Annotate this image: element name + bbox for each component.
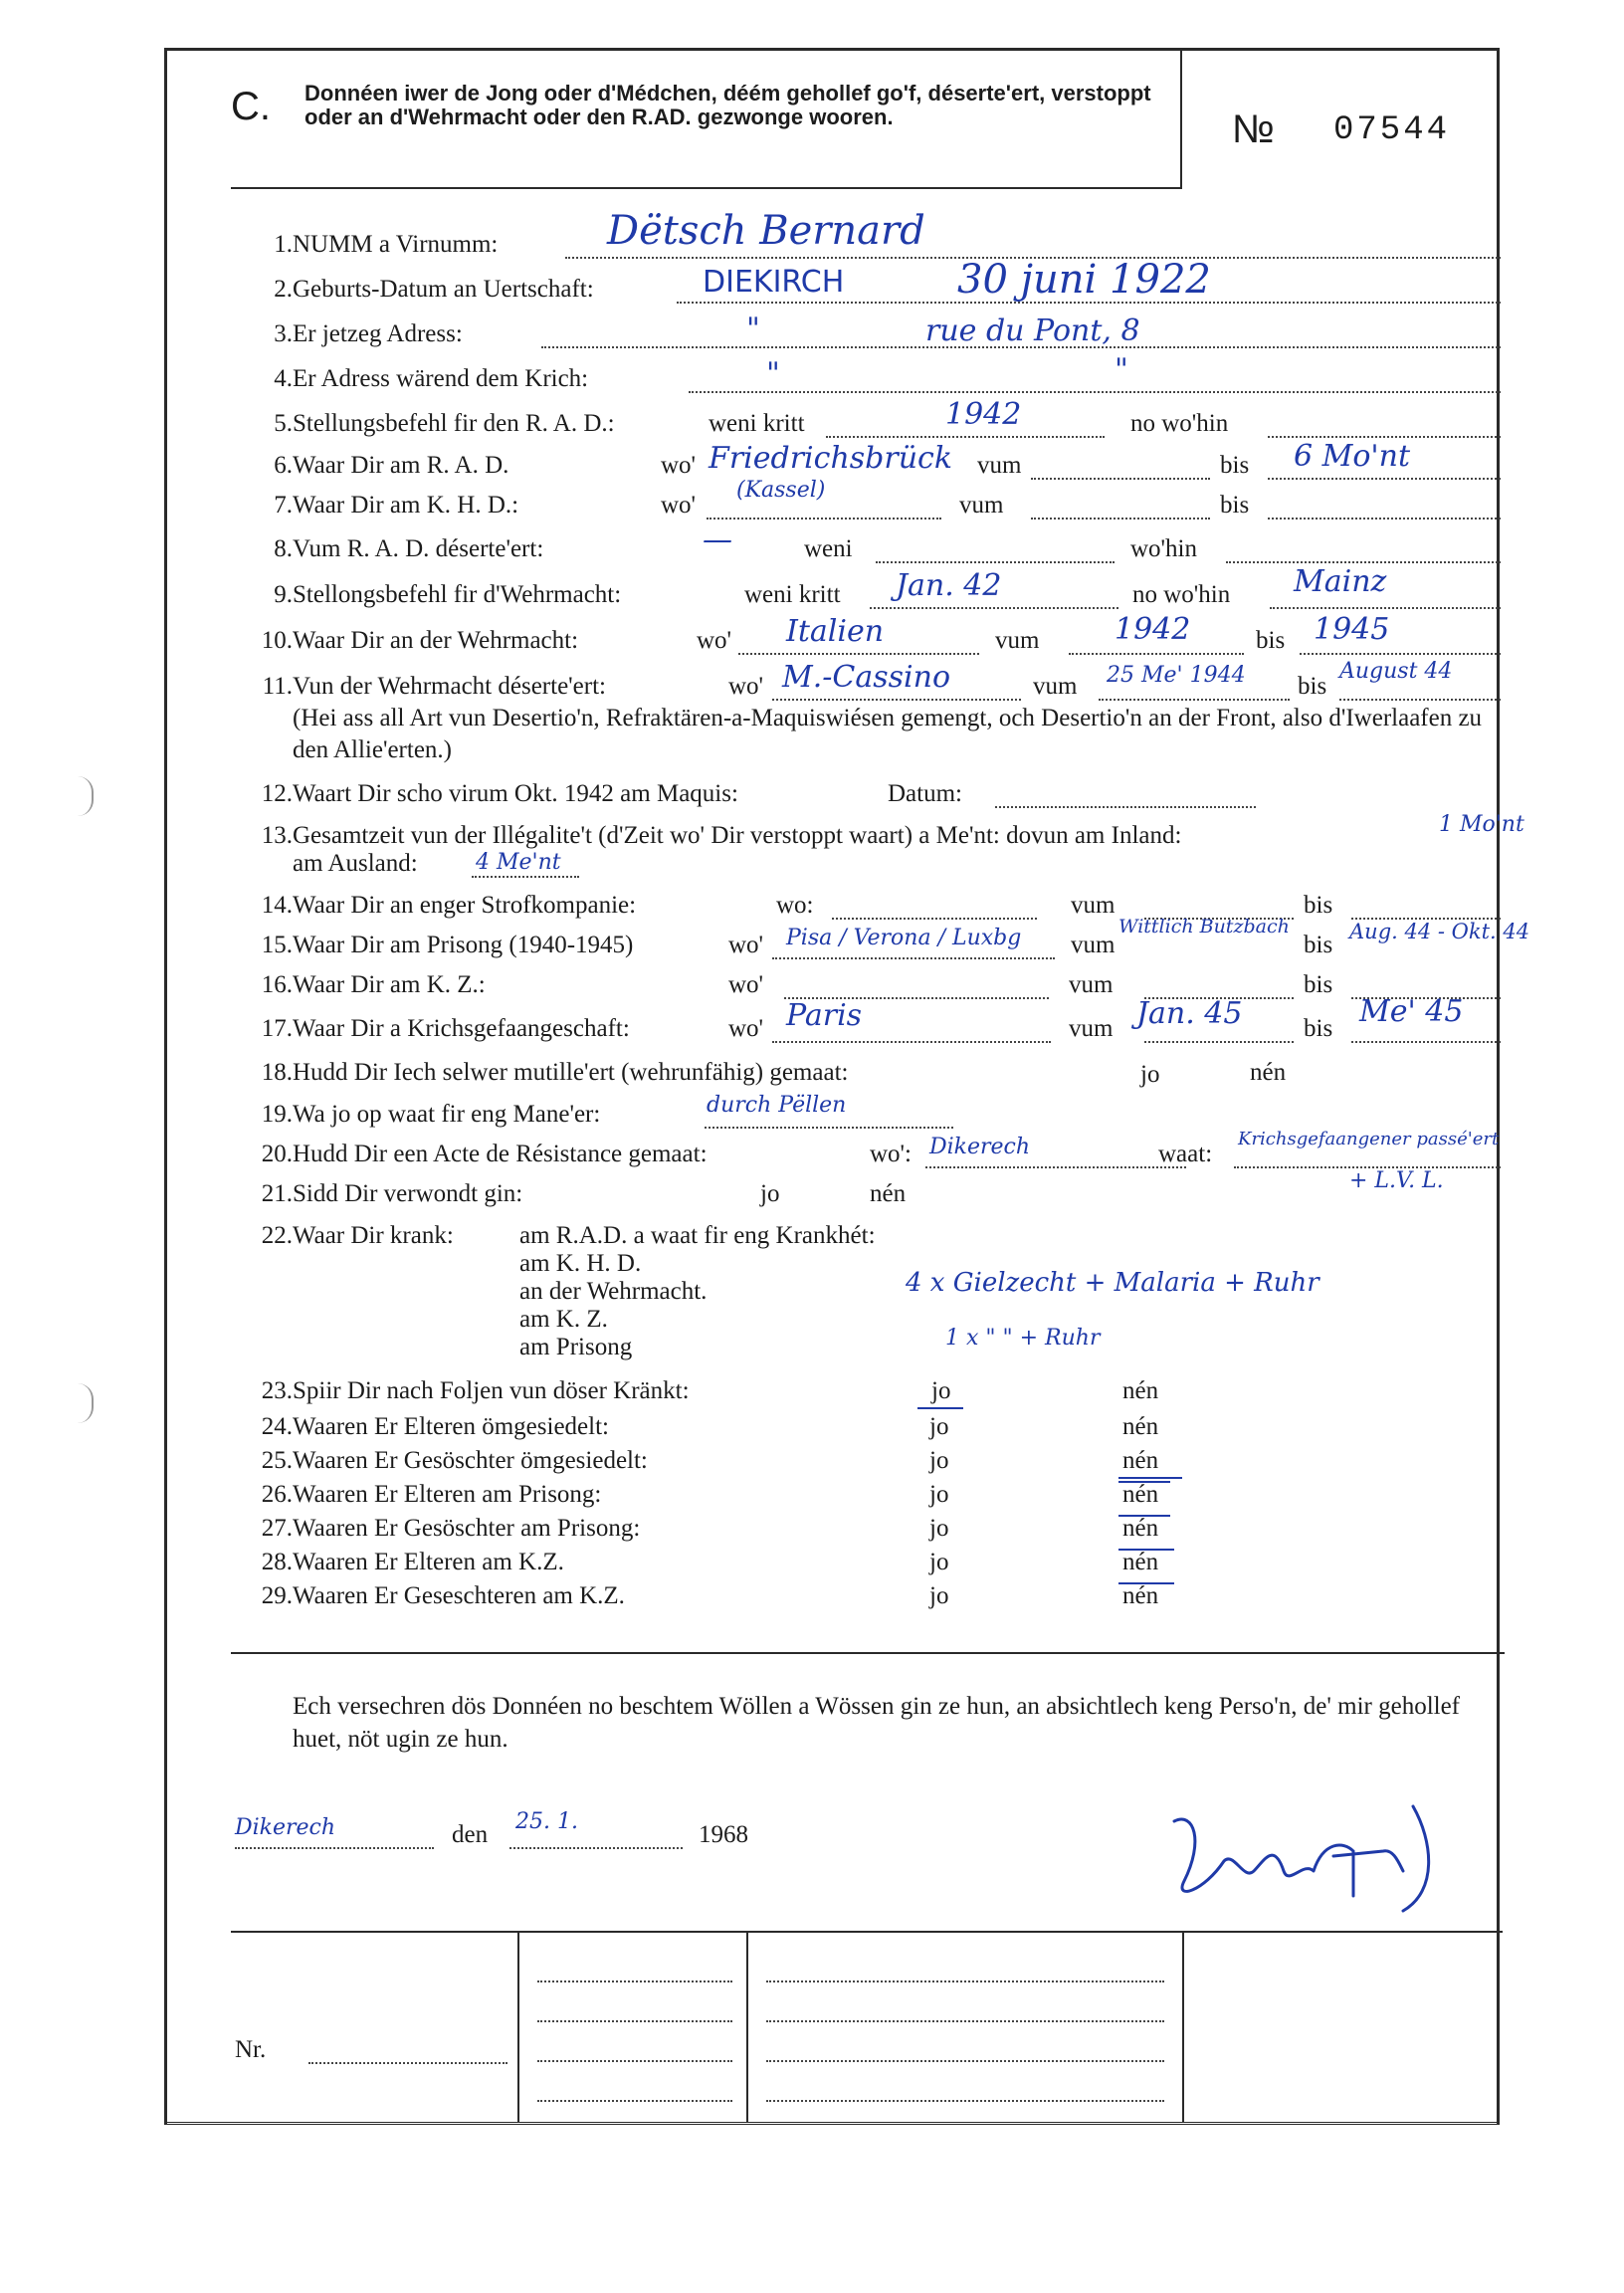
item-21: 21. Sidd Dir verwondt gin: jo nén — [261, 1180, 907, 1207]
dotted-line — [537, 1980, 732, 1982]
item-label: Hudd Dir Iech selwer mutille'ert (wehrunfähig) gemaat: — [293, 1059, 849, 1086]
item-22-prisong: am Prisong 1 x " " + Ruhr — [519, 1326, 1101, 1360]
ausland-duration-value[interactable]: 4 Me'nt — [476, 850, 561, 875]
illness-wehrmacht-value[interactable]: 4 x Gielzecht + Malaria + Ruhr — [906, 1268, 1320, 1298]
dotted-line — [537, 2060, 732, 2062]
no-option[interactable]: nén — [1250, 1059, 1287, 1086]
dotted-line — [537, 2020, 732, 2022]
dotted-line — [766, 2020, 1164, 2022]
item-label: Vun der Wehrmacht déserte'ert: — [293, 673, 606, 700]
dotted-line — [1300, 653, 1501, 655]
item-24: 24. Waaren Er Elteren ömgesiedelt: jo nén — [261, 1413, 1159, 1440]
rad-desertion-value[interactable]: — — [703, 522, 732, 557]
dotted-line — [826, 436, 1105, 438]
item-26: 26. Waaren Er Elteren am Prisong: jo nén — [0, 1481, 1624, 1521]
nr-label: Nr. — [235, 2036, 267, 2063]
captivity-place-value[interactable]: Paris — [786, 998, 863, 1033]
dotted-line — [772, 957, 1055, 959]
dotted-line — [308, 2062, 508, 2064]
no-option[interactable]: nén — [1122, 1377, 1159, 1404]
no-option[interactable]: nén — [1122, 1549, 1159, 1575]
desertion-until-value[interactable]: August 44 — [1339, 659, 1453, 684]
selected-mark — [1118, 1582, 1174, 1584]
dotted-line — [1069, 653, 1244, 655]
dotted-line — [766, 1980, 1164, 1982]
form-title: Donnéen iwer de Jong oder d'Médchen, déém gehollef go'f, déserte'ert, verstoppt oder an d'Wehrmacht oder den R.AD. gezwonge wooren. — [304, 81, 1151, 129]
no-option[interactable]: nén — [1122, 1413, 1159, 1440]
item-label: Waaren Er Elteren am K.Z. — [293, 1549, 564, 1575]
item-label: Waart Dir scho virum Okt. 1942 am Maquis: — [293, 780, 738, 807]
no-option[interactable]: nén — [1122, 1515, 1159, 1542]
dotted-line — [772, 1041, 1051, 1043]
rad-order-date-value[interactable]: 1942 — [945, 397, 1022, 432]
dotted-line — [766, 2100, 1164, 2102]
item-label: Waar Dir an enger Strofkompanie: — [293, 892, 637, 919]
item-label: Waaren Er Gesöschter ömgesiedelt: — [293, 1447, 648, 1474]
yes-option[interactable]: jo — [931, 1377, 951, 1404]
selected-mark — [1118, 1515, 1170, 1517]
item-label: Stellungsbefehl fir den R. A. D.: — [293, 410, 615, 437]
no-option[interactable]: nén — [1122, 1447, 1159, 1474]
item-25: 25. Waaren Er Gesöschter ömgesiedelt: jo nén — [0, 1447, 1624, 1487]
dotted-line — [707, 518, 941, 520]
item-11: 11. Vun der Wehrmacht déserte'ert: wo' M.-Cassino vum 25 Me' 1944 bis August 44 — [0, 673, 1624, 713]
footer-nr — [0, 2036, 1624, 2076]
form-frame-bottom — [164, 2122, 1500, 2129]
item-20: 20. Hudd Dir een Acte de Résistance gemaat: wo': Dikerech waat: Krichsgefaangener passé'ert + L.V. L. — [261, 1129, 1500, 1193]
wehrmacht-destination-value[interactable]: Mainz — [1294, 564, 1387, 599]
desertion-place-value[interactable]: M.-Cassino — [782, 660, 950, 695]
item-label: Spiir Dir nach Foljen vun döser Kränkt: — [293, 1377, 690, 1404]
item-9: 9. Stellongsbefehl fir d'Wehrmacht: weni kritt Jan. 42 no wo'hin Mainz — [0, 581, 1624, 621]
item-4: 4. Er Adress wärend dem Krich: " " — [0, 365, 1624, 405]
footer-divider — [1182, 1931, 1184, 2122]
dotted-line — [876, 561, 1115, 563]
dotted-line — [925, 1166, 1186, 1168]
form-number: 07544 — [1333, 111, 1451, 149]
item-19: 19. Wa jo op waat fir eng Mane'er: durch Pëllen — [0, 1101, 1624, 1141]
item-label: Waaren Er Gesöschter am Prisong: — [293, 1515, 641, 1542]
dotted-line — [1339, 699, 1501, 701]
item-label: Er Adress wärend dem Krich: — [293, 365, 589, 392]
item-label: Waaren Er Elteren ömgesiedelt: — [293, 1413, 609, 1440]
header-divider — [1180, 50, 1182, 189]
item-18: 18. Hudd Dir Iech selwer mutille'ert (wehrunfähig) gemaat: jo nén — [261, 1059, 1287, 1088]
dotted-line — [235, 1847, 434, 1849]
item-label: Vum R. A. D. déserte'ert: — [293, 535, 544, 562]
address-value[interactable]: rue du Pont, 8 — [925, 313, 1140, 348]
dotted-line — [870, 607, 1118, 609]
item-label: Waar Dir krank: — [293, 1222, 454, 1249]
desertion-from-value[interactable]: 25 Me' 1944 — [1107, 663, 1246, 688]
address-value[interactable]: " — [746, 312, 760, 346]
number-sign: № — [1232, 107, 1275, 151]
war-address-value[interactable]: " — [1115, 352, 1128, 387]
footer-rule — [231, 1931, 1503, 1933]
prison-until-value[interactable]: Aug. 44 - Okt. 44 — [1349, 920, 1530, 943]
captivity-until-value[interactable]: Me' 45 — [1359, 994, 1464, 1029]
item-label: Waar Dir an der Wehrmacht: — [293, 627, 579, 654]
item-label: Waaren Er Geseschteren am K.Z. — [293, 1582, 625, 1609]
yes-option[interactable]: jo — [1140, 1061, 1160, 1088]
place-value[interactable]: Dikerech — [235, 1815, 336, 1840]
birth-place-value[interactable]: DIEKIRCH — [703, 265, 845, 300]
item-1: 1. NUMM a Virnumm: Dëtsch Bernard — [0, 231, 1624, 271]
yes-option[interactable]: jo — [929, 1481, 949, 1508]
item-3: 3. Er jetzeg Adress: " rue du Pont, 8 — [0, 320, 1624, 360]
illness-prison-value[interactable]: 1 x " " + Ruhr — [945, 1326, 1101, 1351]
selected-mark — [1118, 1477, 1182, 1479]
no-option[interactable]: nén — [1122, 1582, 1159, 1609]
yes-option[interactable]: jo — [929, 1549, 949, 1575]
year-value: 1968 — [699, 1821, 748, 1848]
resistance-act-value-2[interactable]: + L.V. L. — [1349, 1168, 1444, 1193]
item-label: Wa jo op waat fir eng Mane'er: — [293, 1101, 601, 1128]
item-16: 16. Waar Dir am K. Z.: wo' vum bis — [0, 971, 1624, 1011]
prison-from-value[interactable]: Wittlich Butzbach — [1118, 916, 1290, 938]
yes-option[interactable]: jo — [929, 1413, 949, 1440]
item-17: 17. Waar Dir a Krichsgefaangeschaft: wo' Paris vum Jan. 45 bis Me' 45 — [0, 1015, 1624, 1055]
item-23: 23. Spiir Dir nach Foljen vun döser Kränkt: jo nén — [0, 1377, 1624, 1417]
item-label: NUMM a Virnumm: — [293, 231, 499, 258]
item-5: 5. Stellungsbefehl fir den R. A. D.: weni kritt 1942 no wo'hin — [0, 410, 1624, 450]
dotted-line — [1226, 561, 1501, 563]
rad-place-value[interactable]: Friedrichsbrück — [709, 441, 953, 476]
no-option[interactable]: nén — [1122, 1481, 1159, 1508]
war-address-value[interactable]: " — [766, 356, 780, 391]
wehrmacht-from-value[interactable]: 1942 — [1115, 612, 1191, 647]
dotted-line — [1351, 1041, 1501, 1043]
item-11-note: (Hei ass all Art vun Desertio'n, Refraktären-a-Maquiswiésen gemengt, och Desertio'n an der Front, also d'Iwerlaafen zu den Allie'erten.) — [293, 705, 1483, 763]
item-8: 8. Vum R. A. D. déserte'ert: — weni wo'hin — [0, 535, 1624, 575]
item-label: Waar Dir am K. Z.: — [293, 971, 486, 998]
khd-place-value[interactable]: (Kassel) — [736, 478, 826, 503]
no-option[interactable]: nén — [870, 1180, 907, 1207]
item-27: 27. Waaren Er Gesöschter am Prisong: jo nén — [0, 1515, 1624, 1555]
item-label: Waar Dir am K. H. D.: — [293, 492, 519, 519]
item-29: 29. Waaren Er Geseschteren am K.Z. jo nén — [0, 1582, 1624, 1622]
dotted-line — [1268, 436, 1501, 438]
dotted-line — [1268, 478, 1501, 480]
dotted-line — [1270, 607, 1501, 609]
item-15: 15. Waar Dir am Prisong (1940-1945) wo' Pisa / Verona / Luxbg vum Wittlich Butzbach bis Aug. 44 - Okt. 44 — [261, 916, 1530, 958]
dotted-line — [1031, 478, 1210, 480]
dotted-line — [705, 1127, 953, 1129]
item-28: 28. Waaren Er Elteren am K.Z. jo nén — [0, 1549, 1624, 1588]
method-value[interactable]: durch Pëllen — [707, 1093, 847, 1118]
item-22-wehrmacht: an der Wehrmacht. 4 x Gielzecht + Malaria + Ruhr — [519, 1268, 1320, 1305]
item-12: 12. Waart Dir scho virum Okt. 1942 am Maquis: Datum: — [0, 780, 1624, 820]
signature — [1164, 1801, 1503, 1921]
resistance-place-value[interactable]: Dikerech — [929, 1135, 1031, 1159]
resistance-act-value[interactable]: Krichsgefaangener passé'ert — [1238, 1129, 1500, 1149]
prison-place-value[interactable]: Pisa / Verona / Luxbg — [786, 926, 1022, 950]
dotted-line — [766, 2060, 1164, 2062]
item-label: Waar Dir am Prisong (1940-1945) — [293, 932, 634, 958]
dotted-line — [1099, 699, 1290, 701]
dotted-line — [509, 1847, 683, 1849]
dotted-line — [1144, 1041, 1294, 1043]
dotted-line — [537, 2100, 732, 2102]
item-22-khd: am K. H. D. — [519, 1250, 642, 1277]
dotted-line — [1268, 518, 1501, 520]
footer-divider — [517, 1931, 519, 2122]
selected-mark — [1118, 1549, 1174, 1551]
dotted-line — [472, 876, 579, 878]
dotted-line — [772, 699, 1021, 701]
item-label: Er jetzeg Adress: — [293, 320, 463, 347]
day-month-value[interactable]: 25. 1. — [515, 1809, 578, 1834]
yes-option[interactable]: jo — [929, 1515, 949, 1542]
item-label: Waar Dir am R. A. D. — [293, 452, 509, 479]
item-label: Stellongsbefehl fir d'Wehrmacht: — [293, 581, 622, 608]
item-label: Gesamtzeit vun der Illégalite't (d'Zeit wo' Dir verstoppt waart) a Me'nt: dovun am Inland: — [293, 822, 1182, 849]
yes-option[interactable]: jo — [929, 1447, 949, 1474]
item-label: Waar Dir a Krichsgefaangeschaft: — [293, 1015, 630, 1042]
item-6: 6. Waar Dir am R. A. D. wo' Friedrichsbrück vum bis 6 Mo'nt — [0, 452, 1624, 492]
item-13: 13. Gesamtzeit vun der Illégalite't (d'Zeit wo' Dir verstoppt waart) a Me'nt: dovun am Inland: 1 Mo'nt — [261, 812, 1524, 849]
yes-option[interactable]: jo — [929, 1582, 949, 1609]
declaration-text: Ech versechren dös Donnéen no beschtem Wöllen a Wössen gin ze hun, an absichtlech keng Perso'n, de' mir gehollef huet, nöt ugin ze hun. — [293, 1693, 1461, 1753]
dotted-line — [689, 391, 1501, 393]
birth-date-value[interactable]: 30 juni 1922 — [957, 257, 1211, 303]
item-label: Hudd Dir een Acte de Résistance gemaat: — [293, 1141, 708, 1167]
footer-divider — [746, 1931, 748, 2122]
header-rule — [231, 187, 1181, 189]
dotted-line — [1031, 518, 1210, 520]
item-22: 22. Waar Dir krank: am R.A.D. a waat fir eng Krankhét: — [261, 1222, 876, 1249]
dotted-line — [832, 918, 1037, 920]
item-13-ausland: am Ausland: 4 Me'nt — [0, 850, 1624, 890]
dotted-line — [738, 653, 979, 655]
wehrmacht-place-value[interactable]: Italien — [786, 614, 885, 649]
item-2: 2. Geburts-Datum an Uertschaft: DIEKIRCH 30 juni 1922 — [0, 276, 1624, 315]
item-14: 14. Waar Dir an enger Strofkompanie: wo: vum bis — [0, 892, 1624, 932]
captivity-from-value[interactable]: Jan. 45 — [1136, 996, 1243, 1031]
item-label: Waaren Er Elteren am Prisong: — [293, 1481, 602, 1508]
selected-mark — [1118, 1481, 1170, 1483]
declaration-date-line: Dikerech den 25. 1. 1968 — [235, 1809, 748, 1848]
section-separator — [231, 1652, 1505, 1654]
selected-mark — [917, 1407, 963, 1409]
item-22-kz: am K. Z. — [519, 1306, 608, 1333]
rad-until-value[interactable]: 6 Mo'nt — [1294, 439, 1411, 474]
inland-duration-value[interactable]: 1 Mo'nt — [1439, 812, 1524, 837]
item-7: 7. Waar Dir am K. H. D.: wo' (Kassel) vum bis — [0, 492, 1624, 531]
item-10: 10. Waar Dir an der Wehrmacht: wo' Italien vum 1942 bis 1945 — [0, 627, 1624, 667]
wehrmacht-order-date-value[interactable]: Jan. 42 — [896, 568, 1002, 603]
name-value[interactable]: Dëtsch Bernard — [607, 208, 925, 254]
wehrmacht-until-value[interactable]: 1945 — [1314, 612, 1390, 647]
dotted-line — [995, 806, 1256, 808]
section-letter: C. — [231, 85, 271, 128]
yes-option[interactable]: jo — [760, 1180, 780, 1207]
item-label: Sidd Dir verwondt gin: — [293, 1180, 523, 1207]
item-label: Geburts-Datum an Uertschaft: — [293, 276, 594, 303]
